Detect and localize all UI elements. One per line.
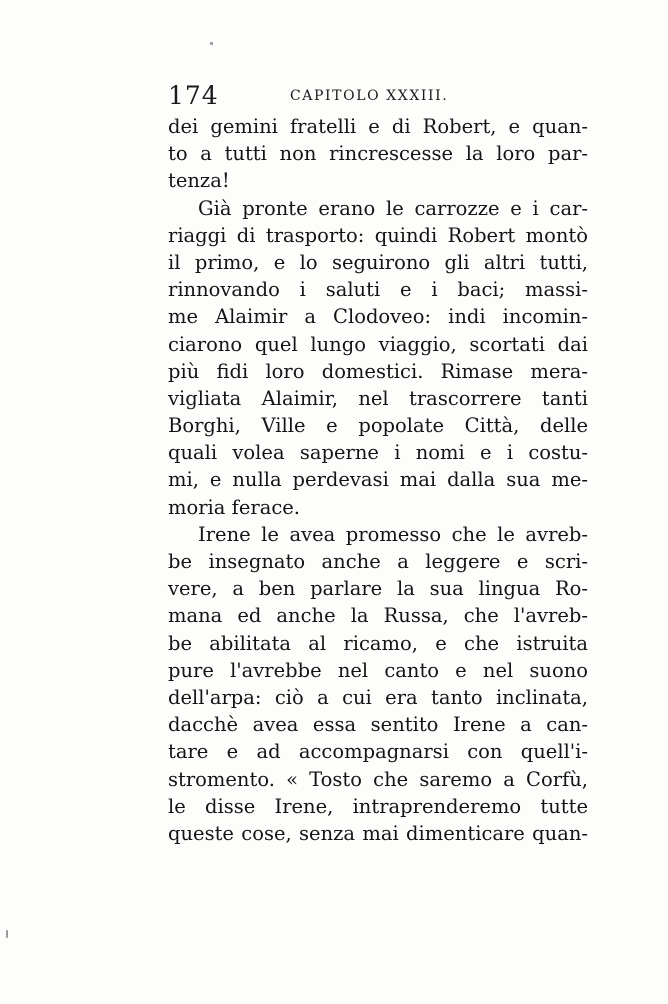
- text-line: pure l'avrebbe nel canto e nel suono: [168, 658, 588, 682]
- running-header: [168, 80, 588, 112]
- text-line: Borghi, Ville e popolate Città, delle: [168, 414, 588, 438]
- text-line: mi, e nulla perdevasi mai dalla sua me-: [168, 468, 588, 492]
- text-line: Irene le avea promesso che le avreb-: [198, 522, 588, 546]
- text-line: dacchè avea essa sentito Irene a can-: [168, 713, 588, 737]
- text-line: stromento. « Tosto che saremo a Corfù,: [168, 767, 588, 791]
- text-line: quali volea saperne i nomi e i costu-: [168, 441, 588, 465]
- text-line: vigliata Alaimir, nel trascorrere tanti: [168, 386, 588, 410]
- text-line: il primo, e lo seguirono gli altri tutti,: [168, 250, 588, 274]
- chapter-title: CAPITOLO XXXIII.: [290, 88, 449, 104]
- text-line: più fidi loro domestici. Rimase mera-: [168, 359, 588, 383]
- text-line: ciarono quel lungo viaggio, scortati dai: [168, 332, 588, 356]
- paper-speck: [210, 42, 213, 45]
- text-line: vere, a ben parlare la sua lingua Ro-: [168, 577, 588, 601]
- text-line: le disse Irene, intraprenderemo tutte: [168, 794, 588, 818]
- text-line: be abilitata al ricamo, e che istruita: [168, 631, 588, 655]
- body-text: [168, 113, 588, 847]
- text-line: be insegnato anche a leggere e scri-: [168, 550, 588, 573]
- text-line: moria ferace.: [168, 495, 300, 519]
- text-line: dell'arpa: ciò a cui era tanto inclinata,: [168, 685, 588, 709]
- text-line: dei gemini fratelli e di Robert, e quan-: [168, 115, 588, 138]
- text-line: rinnovando i saluti e i baci; massi-: [168, 278, 588, 302]
- text-line: me Alaimir a Clodoveo: indi incomin-: [168, 305, 588, 329]
- text-line: tare e ad accompagnarsi con quell'i-: [168, 740, 588, 764]
- text-line: mana ed anche la Russa, che l'avreb-: [168, 604, 588, 628]
- text-line: riaggi di trasporto: quindi Robert montò: [168, 223, 588, 247]
- text-line: to a tutti non rincrescesse la loro par-: [168, 142, 588, 166]
- paper-speck: [6, 930, 8, 938]
- text-line: queste cose, senza mai dimenticare quan-: [168, 821, 588, 845]
- page-number: 174: [168, 81, 219, 110]
- text-line: tenza!: [168, 169, 230, 193]
- text-line: Già pronte erano le carrozze e i car-: [198, 196, 588, 220]
